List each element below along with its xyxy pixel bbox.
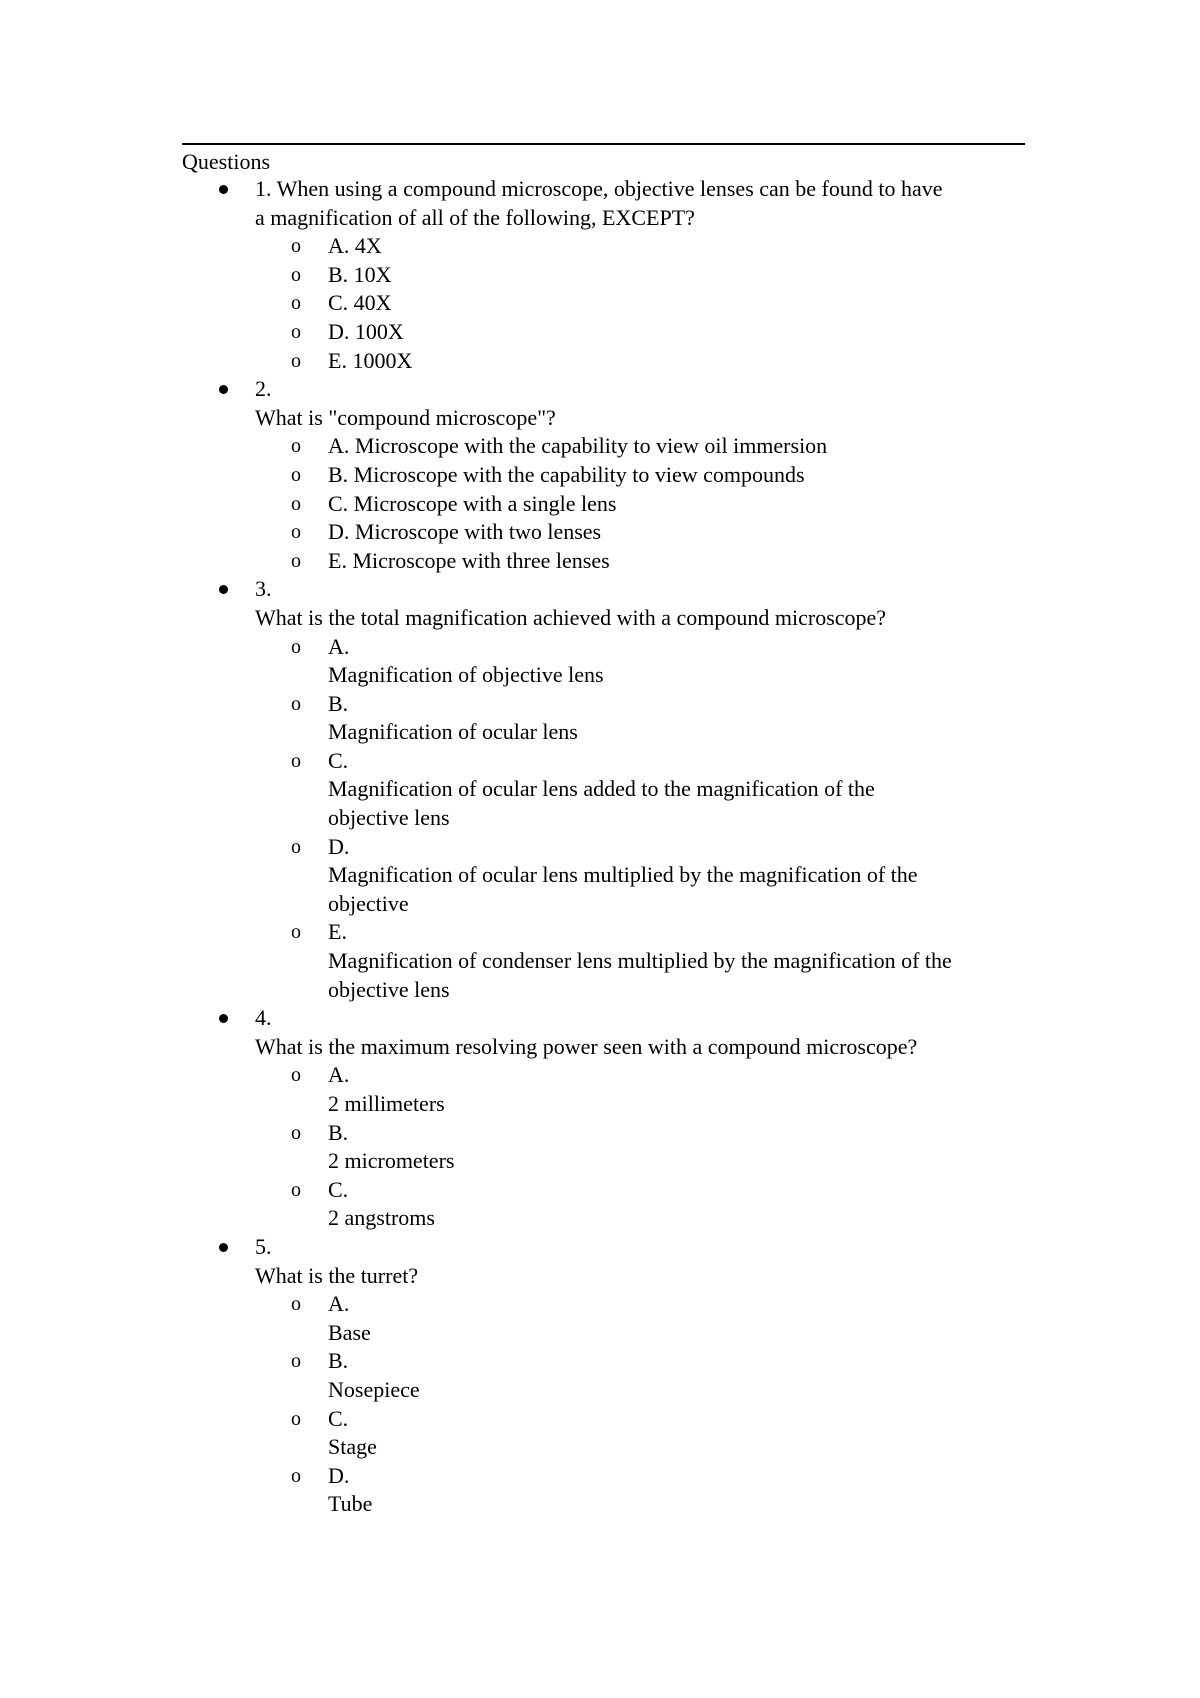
answer-text: B.	[328, 1348, 349, 1374]
answer-option	[255, 1290, 1025, 1347]
answer-text: Tube	[328, 1491, 373, 1517]
top-rule	[182, 143, 1025, 145]
answer-option	[255, 833, 1025, 919]
answer-text: D.	[328, 833, 350, 859]
answer-list	[255, 232, 1025, 375]
answer-list	[255, 1061, 1025, 1233]
hollow-bullet-icon: o	[291, 521, 301, 544]
answer-text: E.	[328, 919, 347, 945]
answer-option	[255, 1119, 1025, 1176]
question-text: 3.	[255, 576, 272, 602]
answer-text: Magnification of condenser lens multiplied by the magnification of the	[328, 948, 952, 974]
hollow-bullet-icon: o	[291, 549, 301, 572]
hollow-bullet-icon: o	[291, 1350, 301, 1373]
hollow-bullet-icon: o	[291, 692, 301, 715]
hollow-bullet-icon: o	[291, 1064, 301, 1087]
answer-list	[255, 633, 1025, 1005]
answer-text: A.	[328, 1291, 350, 1317]
bullet-dot-icon	[219, 1243, 228, 1252]
answer-text: 2 micrometers	[328, 1148, 455, 1174]
question-text: 4.	[255, 1005, 272, 1031]
hollow-bullet-icon: o	[291, 320, 301, 343]
hollow-bullet-icon: o	[291, 349, 301, 372]
answer-option	[255, 747, 1025, 833]
answer-text: Magnification of objective lens	[328, 662, 604, 688]
question-list	[182, 175, 1025, 1519]
hollow-bullet-icon: o	[291, 492, 301, 515]
answer-text: Magnification of ocular lens	[328, 719, 578, 745]
answer-text: B. 10X	[328, 261, 392, 287]
answer-option	[255, 1176, 1025, 1233]
answer-list	[255, 1290, 1025, 1519]
answer-option	[255, 547, 1025, 576]
answer-text: Base	[328, 1319, 371, 1345]
hollow-bullet-icon: o	[291, 635, 301, 658]
answer-option	[255, 690, 1025, 747]
answer-text: C.	[328, 747, 349, 773]
question-text: What is the turret?	[255, 1262, 419, 1288]
answer-option	[255, 461, 1025, 490]
answer-option	[255, 432, 1025, 461]
hollow-bullet-icon: o	[291, 835, 301, 858]
answer-text: D.	[328, 1462, 350, 1488]
answer-text: Magnification of ocular lens added to the magnification of the	[328, 776, 875, 802]
hollow-bullet-icon: o	[291, 1293, 301, 1316]
question-item	[182, 375, 1025, 575]
answer-text: C. Microscope with a single lens	[328, 490, 617, 516]
question-text: What is "compound microscope"?	[255, 404, 556, 430]
question-item	[182, 575, 1025, 1004]
answer-option	[255, 918, 1025, 1004]
answer-text: C.	[328, 1176, 349, 1202]
bullet-dot-icon	[219, 1014, 228, 1023]
answer-option	[255, 1347, 1025, 1404]
answer-text: Stage	[328, 1434, 377, 1460]
question-text: 5.	[255, 1233, 272, 1259]
hollow-bullet-icon: o	[291, 263, 301, 286]
answer-option	[255, 1462, 1025, 1519]
hollow-bullet-icon: o	[291, 463, 301, 486]
answer-text: A.	[328, 633, 350, 659]
answer-list	[255, 432, 1025, 575]
hollow-bullet-icon: o	[291, 1407, 301, 1430]
answer-text: A. 4X	[328, 233, 382, 259]
answer-text: A.	[328, 1062, 350, 1088]
hollow-bullet-icon: o	[291, 235, 301, 258]
answer-option	[255, 490, 1025, 519]
answer-text: C. 40X	[328, 290, 392, 316]
answer-option	[255, 232, 1025, 261]
hollow-bullet-icon: o	[291, 435, 301, 458]
answer-text: B.	[328, 690, 349, 716]
question-text: What is the maximum resolving power seen with a compound microscope?	[255, 1033, 918, 1059]
answer-text: B.	[328, 1119, 349, 1145]
answer-option	[255, 347, 1025, 376]
hollow-bullet-icon: o	[291, 749, 301, 772]
bullet-dot-icon	[219, 585, 228, 594]
answer-text: E. 1000X	[328, 347, 413, 373]
document-page	[182, 143, 1025, 1519]
answer-option	[255, 261, 1025, 290]
answer-option	[255, 318, 1025, 347]
answer-option	[255, 1405, 1025, 1462]
question-text: 2.	[255, 376, 272, 402]
answer-option	[255, 289, 1025, 318]
section-heading: Questions	[182, 149, 270, 174]
question-text: a magnification of all of the following, EXCEPT?	[255, 204, 695, 230]
bullet-dot-icon	[219, 385, 228, 394]
answer-text: objective	[328, 890, 409, 916]
hollow-bullet-icon: o	[291, 292, 301, 315]
answer-text: Nosepiece	[328, 1376, 420, 1402]
hollow-bullet-icon: o	[291, 1178, 301, 1201]
answer-text: C.	[328, 1405, 349, 1431]
answer-option	[255, 518, 1025, 547]
answer-text: A. Microscope with the capability to view oil immersion	[328, 433, 828, 459]
answer-text: 2 angstroms	[328, 1205, 435, 1231]
hollow-bullet-icon: o	[291, 921, 301, 944]
hollow-bullet-icon: o	[291, 1464, 301, 1487]
answer-option	[255, 633, 1025, 690]
hollow-bullet-icon: o	[291, 1121, 301, 1144]
answer-text: D. 100X	[328, 318, 404, 344]
answer-text: objective lens	[328, 805, 450, 831]
answer-text: 2 millimeters	[328, 1091, 445, 1116]
question-item	[182, 175, 1025, 375]
question-item	[182, 1004, 1025, 1233]
answer-text: objective lens	[328, 976, 450, 1002]
answer-option	[255, 1061, 1025, 1118]
bullet-dot-icon	[219, 185, 228, 194]
question-text: What is the total magnification achieved with a compound microscope?	[255, 604, 887, 630]
answer-text: E. Microscope with three lenses	[328, 547, 610, 573]
answer-text: D. Microscope with two lenses	[328, 519, 602, 545]
question-text: 1. When using a compound microscope, objective lenses can be found to have	[255, 176, 943, 201]
question-item	[182, 1233, 1025, 1519]
answer-text: B. Microscope with the capability to view compounds	[328, 461, 805, 487]
answer-text: Magnification of ocular lens multiplied by the magnification of the	[328, 862, 918, 888]
